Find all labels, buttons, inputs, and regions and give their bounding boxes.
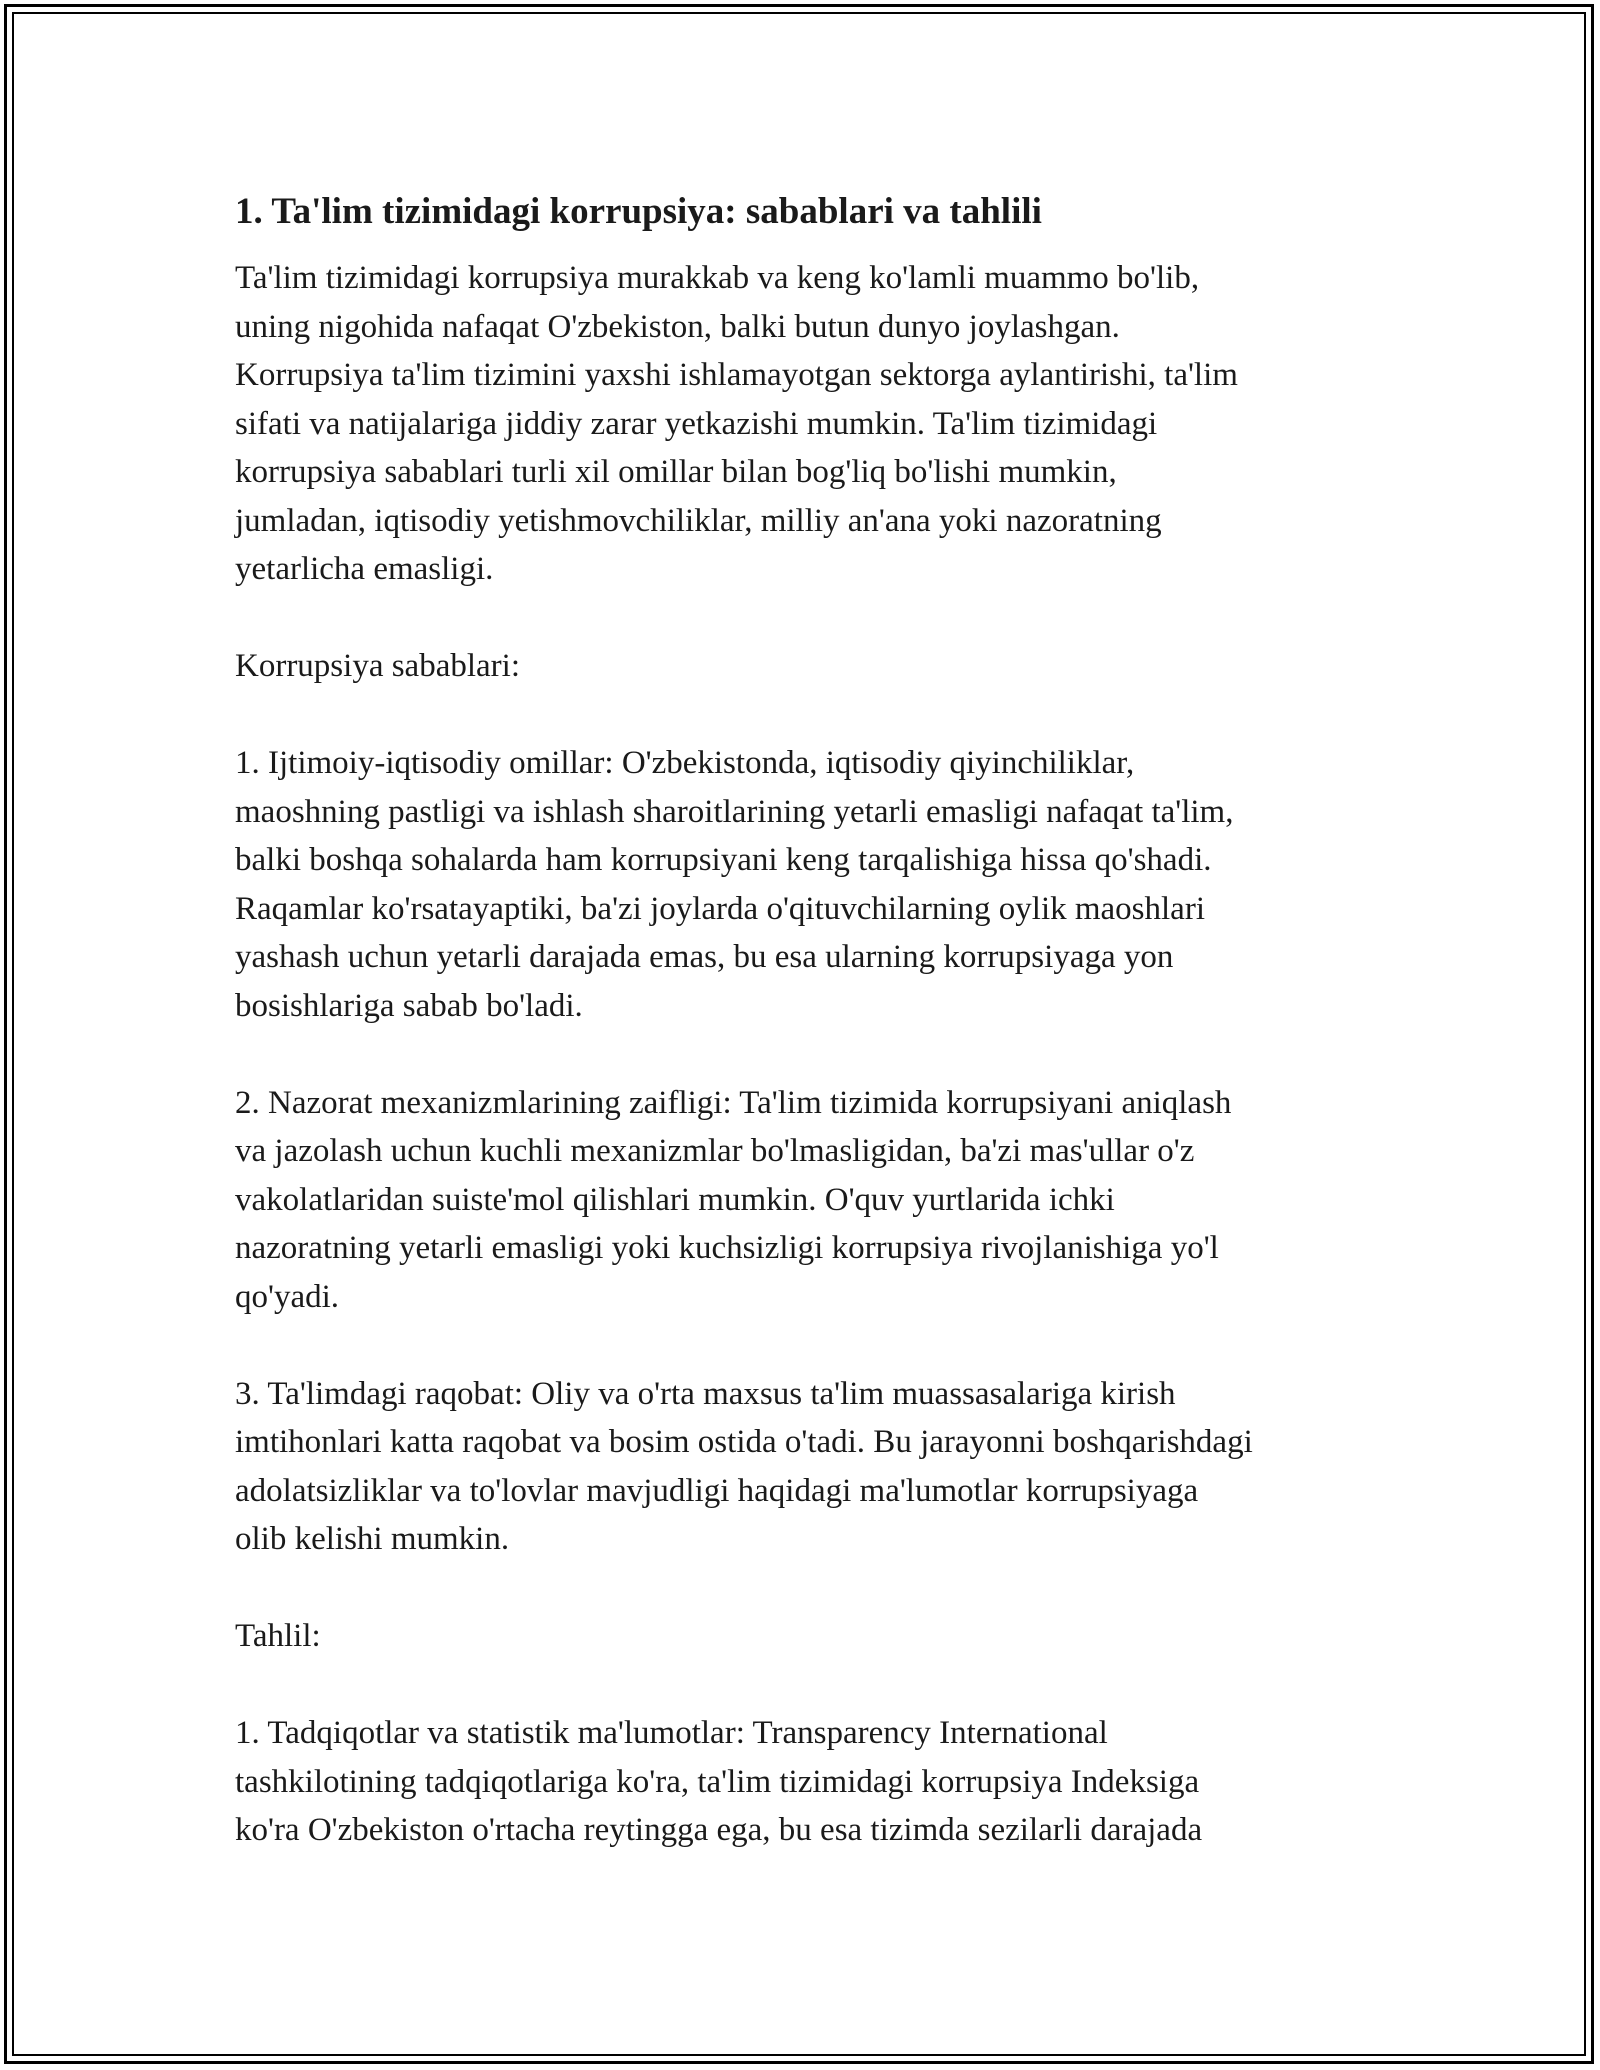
text-line: Raqamlar ko'rsatayaptiki, ba'zi joylarda o'qituvchilarning oylik maoshlari: [235, 890, 1205, 927]
text-line: korrupsiya sabablari turli xil omillar bilan bog'liq bo'lishi mumkin,: [235, 454, 1117, 490]
text-line: Korrupsiya ta'lim tizimini yaxshi ishlamayotgan sektorga aylantirishi, ta'lim: [235, 357, 1238, 393]
text-line: 3. Ta'limdagi raqobat: Oliy va o'rta maxsus ta'lim muassasalariga kirish: [235, 1375, 1176, 1412]
text-line: bosishlariga sabab bo'ladi.: [235, 987, 583, 1024]
paragraph: [235, 254, 1385, 594]
text-line: yashash uchun yetarli darajada emas, bu esa ularning korrupsiyaga yon: [235, 939, 1174, 975]
paragraph: [235, 1370, 1385, 1564]
paragraph: [235, 1079, 1385, 1322]
text-line: ko'ra O'zbekiston o'rtacha reytingga ega, bu esa tizimda sezilarli darajada: [235, 1812, 1203, 1848]
text-line: Tahlil:: [235, 1618, 321, 1654]
text-line: 1. Tadqiqotlar va statistik ma'lumotlar: Transparency International: [235, 1715, 1108, 1751]
text-line: balki boshqa sohalarda ham korrupsiyani keng tarqalishiga hissa qo'shadi.: [235, 842, 1212, 878]
text-line: imtihonlari katta raqobat va bosim ostida o'tadi. Bu jarayonni boshqarishdagi: [235, 1424, 1253, 1460]
paragraph: [235, 739, 1385, 1030]
text-line: 1. Ijtimoiy-iqtisodiy omillar: O'zbekistonda, iqtisodiy qiyinchiliklar,: [235, 745, 1135, 781]
document-title: 1. Ta'lim tizimidagi korrupsiya: sabablari va tahlili: [235, 191, 1042, 232]
paragraph: [235, 1612, 1385, 1661]
paragraph: [235, 1709, 1385, 1855]
text-line: Ta'lim tizimidagi korrupsiya murakkab va keng ko'lamli muammo bo'lib,: [235, 260, 1200, 296]
text-line: jumladan, iqtisodiy yetishmovchiliklar, milliy an'ana yoki nazoratning: [235, 502, 1162, 539]
text-line: adolatsizliklar va to'lovlar mavjudligi haqidagi ma'lumotlar korrupsiyaga: [235, 1472, 1199, 1509]
text-line: Korrupsiya sabablari:: [235, 648, 520, 684]
text-line: maoshning pastligi va ishlash sharoitlarining yetarli emasligi nafaqat ta'lim,: [235, 793, 1234, 830]
text-line: uning nigohida nafaqat O'zbekiston, balki butun dunyo joylashgan.: [235, 308, 1120, 345]
text-line: yetarlicha emasligi.: [235, 551, 494, 587]
text-line: tashkilotining tadqiqotlariga ko'ra, ta'lim tizimidagi korrupsiya Indeksiga: [235, 1763, 1200, 1800]
text-line: qo'yadi.: [235, 1278, 340, 1315]
text-line: olib kelishi mumkin.: [235, 1521, 510, 1557]
paragraph: [235, 642, 1385, 691]
document-body: [235, 188, 1385, 1903]
text-line: vakolatlaridan suiste'mol qilishlari mumkin. O'quv yurtlarida ichki: [235, 1181, 1115, 1218]
paragraph-list: [235, 254, 1385, 1855]
text-line: va jazolash uchun kuchli mexanizmlar bo'lmasligidan, ba'zi mas'ullar o'z: [235, 1133, 1195, 1169]
text-line: sifati va natijalariga jiddiy zarar yetkazishi mumkin. Ta'lim tizimidagi: [235, 405, 1158, 442]
text-line: nazoratning yetarli emasligi yoki kuchsizligi korrupsiya rivojlanishiga yo'l: [235, 1230, 1219, 1266]
text-line: 2. Nazorat mexanizmlarining zaifligi: Ta'lim tizimida korrupsiyani aniqlash: [235, 1084, 1232, 1121]
